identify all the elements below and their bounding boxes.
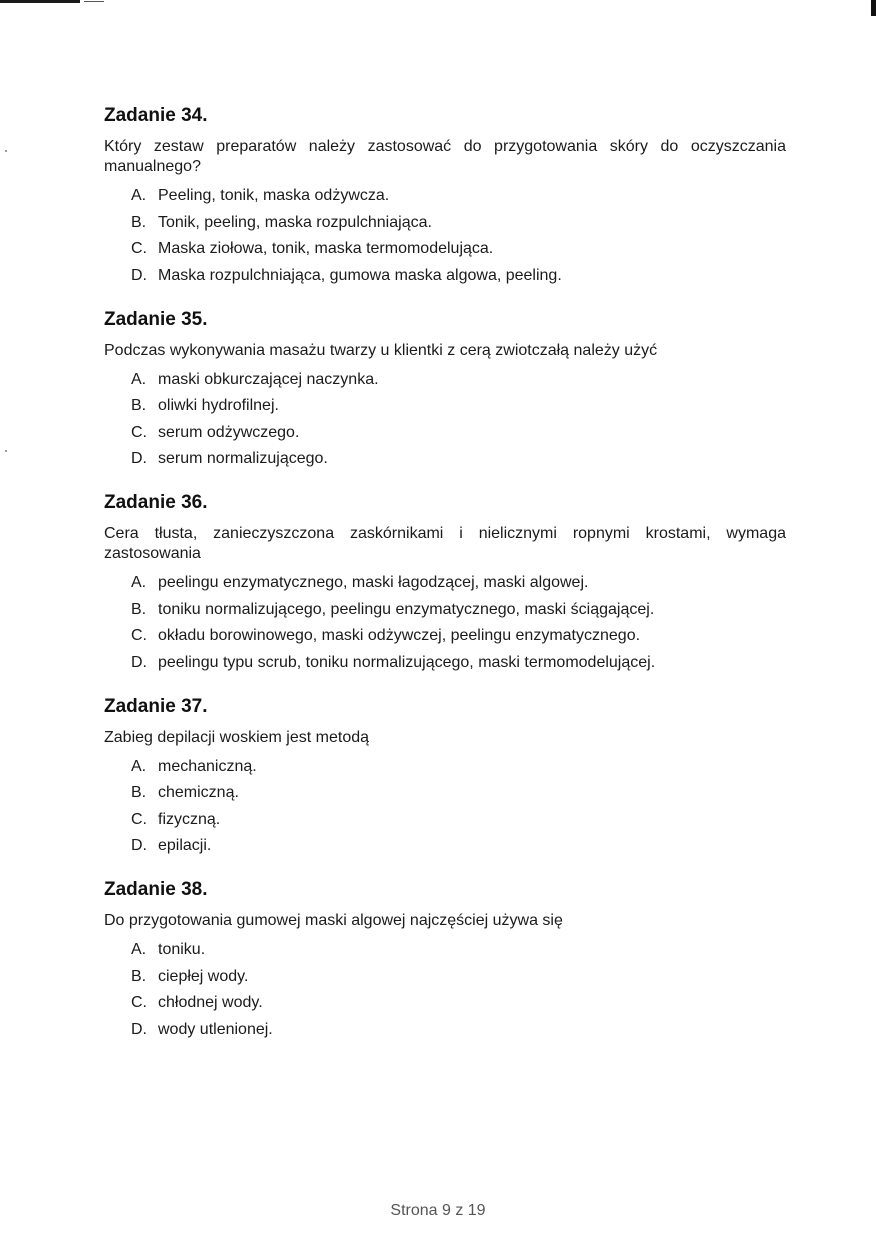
option-letter: A. (131, 574, 147, 591)
option-letter: C. (131, 810, 147, 828)
task-title: Zadanie 35. (104, 308, 208, 330)
option-text: ciepłej wody. (158, 967, 249, 985)
scan-speck (5, 150, 7, 152)
option-letter: B. (131, 213, 147, 231)
option-text: wody utlenionej. (158, 1020, 273, 1038)
task-question: Cera tłusta, zanieczyszczona zaskórnikami i nielicznymi ropnymi krostami, wymaga zastosowania (104, 525, 786, 562)
option-text: Tonik, peeling, maska rozpulchniająca. (158, 213, 432, 231)
task-38 (104, 878, 786, 1040)
answer-option-d (131, 653, 786, 673)
scan-speck (5, 450, 7, 452)
option-letter: C. (131, 627, 147, 644)
answer-option-c (131, 423, 786, 443)
option-text: Peeling, tonik, maska odżywcza. (158, 187, 390, 204)
option-text: serum normalizującego. (158, 450, 328, 467)
option-letter: A. (131, 941, 147, 958)
scan-edge-mark (0, 0, 80, 3)
answer-option-b (131, 783, 786, 803)
answer-option-a (131, 186, 786, 206)
option-letter: D. (131, 653, 147, 671)
option-text: mechaniczną. (158, 757, 257, 775)
task-title: Zadanie 38. (104, 879, 208, 900)
task-question: Podczas wykonywania masażu twarzy u klientki z cerą zwiotczałą należy użyć (104, 341, 658, 359)
option-text: okładu borowinowego, maski odżywczej, peelingu enzymatycznego. (158, 627, 641, 644)
answer-option-a (131, 370, 786, 390)
task-question: Zabieg depilacji woskiem jest metodą (104, 728, 370, 746)
exam-page-content (104, 104, 786, 1062)
option-text: chłodnej wody. (158, 994, 263, 1011)
answer-options (104, 186, 786, 286)
option-text: chemiczną. (158, 784, 239, 801)
answer-option-c (131, 626, 786, 646)
option-text: toniku. (158, 941, 206, 958)
scan-edge-mark (84, 1, 104, 2)
answer-option-d (131, 836, 786, 856)
option-letter: A. (131, 757, 147, 775)
task-title: Zadanie 34. (104, 105, 208, 126)
option-text: serum odżywczego. (158, 423, 300, 441)
option-text: toniku normalizującego, peelingu enzymatycznego, maski ściągającej. (158, 600, 655, 618)
option-text: Maska rozpulchniająca, gumowa maska algowa, peeling. (158, 266, 562, 284)
answer-options (104, 573, 786, 673)
task-35 (104, 308, 786, 470)
scan-edge-mark (871, 0, 876, 16)
option-letter: C. (131, 423, 147, 441)
answer-options (104, 940, 786, 1040)
task-question: Który zestaw preparatów należy zastosować do przygotowania skóry do oczyszczania manualnego? (104, 138, 786, 175)
option-letter: A. (131, 370, 147, 388)
answer-option-a (131, 940, 786, 960)
option-text: Maska ziołowa, tonik, maska termomodelująca. (158, 240, 494, 257)
task-title: Zadanie 37. (104, 695, 208, 717)
page-number: Strona 9 z 19 (390, 1202, 486, 1219)
answer-options (104, 370, 786, 470)
option-letter: C. (131, 240, 147, 257)
answer-option-a (131, 573, 786, 593)
option-letter: B. (131, 967, 147, 985)
answer-option-d (131, 1020, 786, 1040)
task-37 (104, 695, 786, 857)
option-letter: D. (131, 450, 147, 467)
answer-option-b (131, 396, 786, 416)
answer-option-b (131, 967, 786, 987)
option-letter: D. (131, 266, 147, 284)
option-letter: B. (131, 397, 147, 414)
option-text: fizyczną. (158, 810, 221, 828)
option-text: maski obkurczającej naczynka. (158, 370, 379, 388)
answer-option-b (131, 600, 786, 620)
answer-option-c (131, 810, 786, 830)
answer-options (104, 757, 786, 857)
option-text: peelingu enzymatycznego, maski łagodzącej, maski algowej. (158, 574, 589, 591)
answer-option-b (131, 213, 786, 233)
answer-option-c (131, 239, 786, 259)
answer-option-c (131, 993, 786, 1013)
option-text: peelingu typu scrub, toniku normalizującego, maski termomodelującej. (158, 653, 656, 671)
answer-option-a (131, 757, 786, 777)
task-34 (104, 104, 786, 286)
option-text: epilacji. (158, 837, 212, 854)
answer-option-d (131, 266, 786, 286)
option-letter: B. (131, 784, 147, 801)
option-text: oliwki hydrofilnej. (158, 397, 279, 414)
option-letter: A. (131, 187, 147, 204)
option-letter: D. (131, 837, 147, 854)
answer-option-d (131, 449, 786, 469)
task-title: Zadanie 36. (104, 492, 208, 513)
task-36 (104, 491, 786, 673)
option-letter: D. (131, 1020, 147, 1038)
option-letter: B. (131, 600, 147, 618)
option-letter: C. (131, 994, 147, 1011)
task-question: Do przygotowania gumowej maski algowej najczęściej używa się (104, 912, 563, 929)
